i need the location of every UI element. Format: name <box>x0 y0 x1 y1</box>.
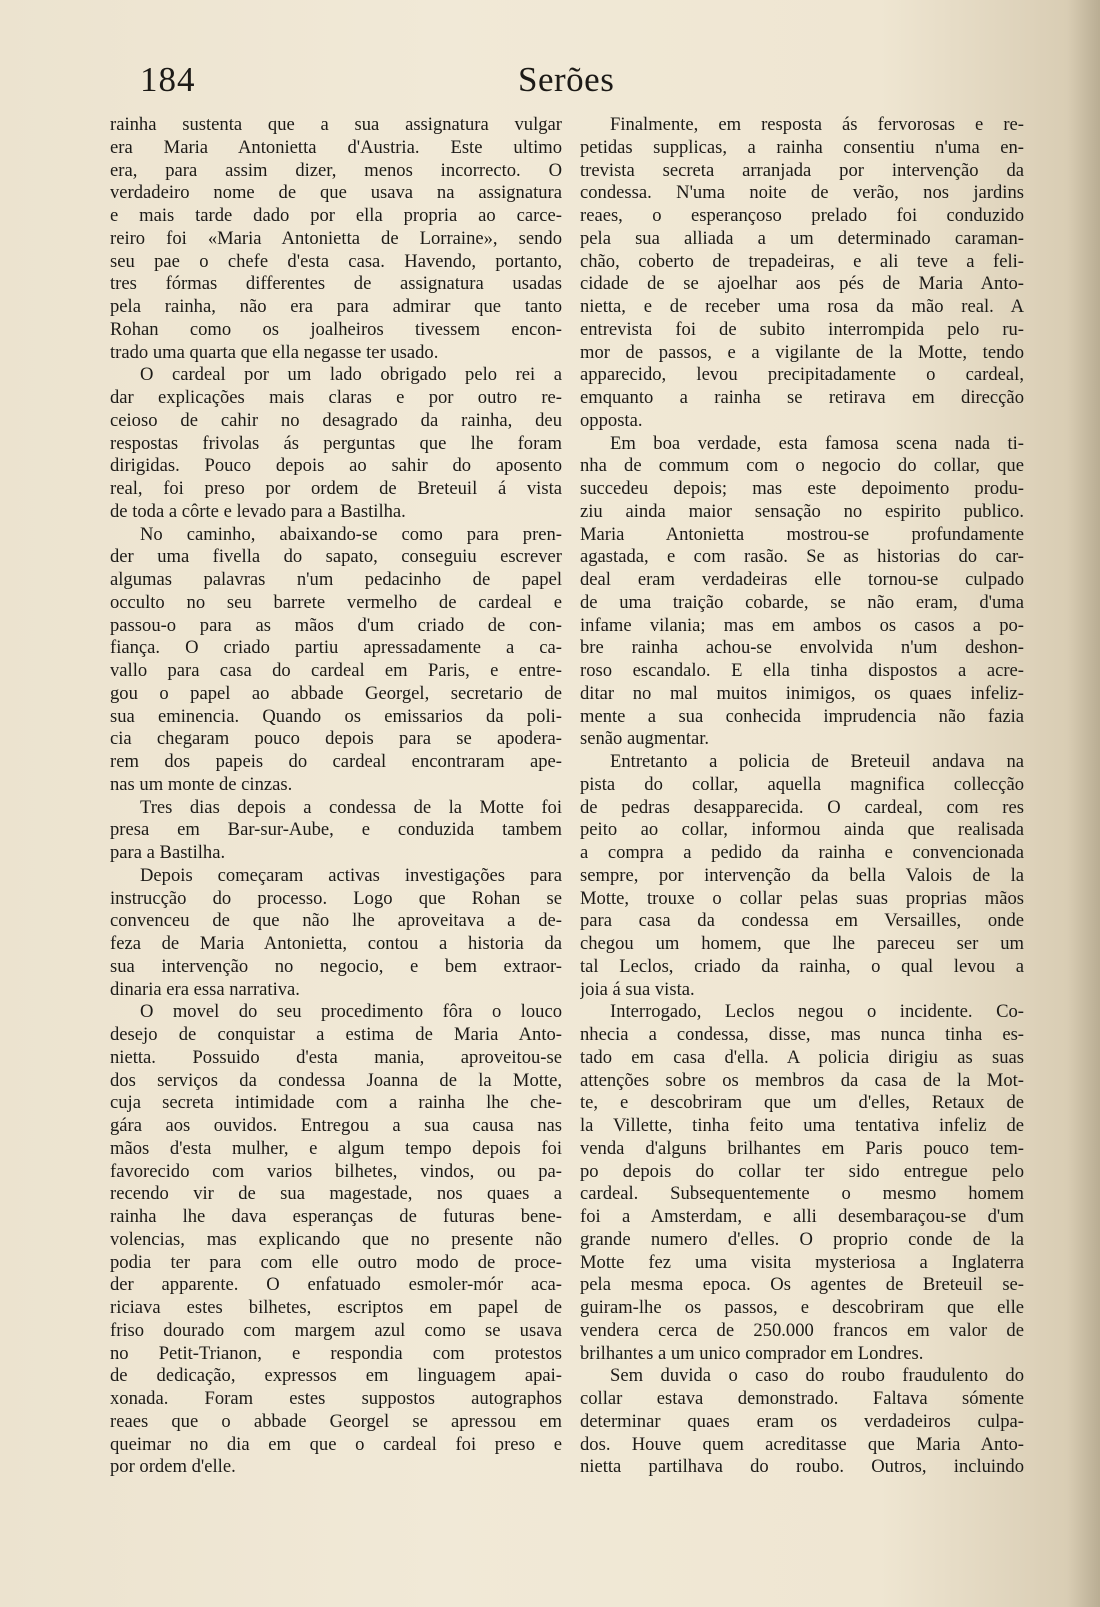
text-column-right <box>580 114 1024 1479</box>
text-line: nas um monte de cinzas. <box>110 773 293 795</box>
text-line: nha de commum com o negocio do collar, que <box>580 455 1024 477</box>
text-line: foi a Amsterdam, e alli desembaraçou-se d'um <box>580 1206 1024 1227</box>
text-line: infame vilania; mas em ambos os casos a po- <box>580 614 1024 636</box>
text-line: Sem duvida o caso do roubo fraudulento do <box>610 1365 1024 1387</box>
text-line: tado em casa d'ella. A policia dirigiu as suas <box>580 1046 1024 1068</box>
text-line: venda d'alguns brilhantes em Paris pouco tem- <box>580 1137 1024 1159</box>
text-line: determinar quaes eram os verdadeiros culpa- <box>580 1410 1024 1432</box>
text-line: rem dos papeis do cardeal encontraram ape- <box>110 751 562 772</box>
text-line: Entretanto a policia de Breteuil andava na <box>610 751 1024 772</box>
text-line: algumas palavras n'um pedacinho de papel <box>110 569 562 590</box>
text-line: verdadeiro nome de que usava na assignatura <box>110 182 562 204</box>
text-line: der uma fivella do sapato, conseguiu escrever <box>110 546 562 568</box>
text-line: fiança. O criado partiu apressadamente a ca- <box>110 637 562 659</box>
text-line: te, e descobriram que um d'elles, Retaux de <box>580 1092 1024 1114</box>
text-line: opposta. <box>580 409 643 431</box>
text-line: rainha lhe dava esperanças de futuras bene- <box>110 1206 562 1227</box>
text-line: tal Leclos, criado da rainha, o qual levou a <box>580 955 1024 977</box>
text-line: de dedicação, expressos em linguagem apai- <box>110 1365 562 1387</box>
text-line: gou o papel ao abbade Georgel, secretario de <box>110 682 562 704</box>
text-line: gára aos ouvidos. Entregou a sua causa nas <box>110 1115 562 1136</box>
text-line: Motte fez uma visita mysteriosa a Inglaterra <box>580 1251 1024 1273</box>
text-line: reaes, o esperançoso prelado foi conduzido <box>580 205 1024 226</box>
text-line: la Villette, tinha feito uma tentativa infeliz de <box>580 1115 1024 1136</box>
text-line: senão augmentar. <box>580 728 710 750</box>
text-line: Finalmente, em resposta ás fervorosas e re- <box>610 114 1024 135</box>
text-line: cardeal. Subsequentemente o mesmo homem <box>580 1183 1024 1205</box>
page-number: 184 <box>140 60 196 99</box>
text-line: era, para assim dizer, menos incorrecto. O <box>110 159 562 181</box>
text-line: feza de Maria Antonietta, contou a historia da <box>110 933 562 954</box>
text-line: guiram-lhe os passos, e descobriram que elle <box>580 1297 1024 1318</box>
text-line: nietta. Possuido d'esta mania, aproveitou-se <box>110 1046 562 1068</box>
text-line: sua intervenção no negocio, e bem extraor- <box>110 955 562 977</box>
text-line: ditar no mal muitos inimigos, os quaes infeliz- <box>580 682 1024 704</box>
text-line: no Petit-Trianon, e respondia com protestos <box>110 1342 562 1364</box>
text-line: condessa. N'uma noite de verão, nos jardins <box>580 182 1024 204</box>
text-line: reaes que o abbade Georgel se apressou em <box>110 1410 562 1432</box>
text-line: dos. Houve quem acreditasse que Maria Anto- <box>580 1433 1024 1455</box>
text-line: chegou um homem, que lhe pareceu ser um <box>580 933 1024 954</box>
page-header <box>140 60 1020 106</box>
text-line: emquanto a rainha se retirava em direcção <box>580 387 1024 408</box>
text-line: sempre, por intervenção da bella Valois de la <box>580 864 1024 886</box>
text-line: joia á sua vista. <box>580 978 695 1000</box>
text-line: petidas supplicas, a rainha consentiu n'uma en- <box>580 136 1024 158</box>
text-line: recendo vir de sua magestade, nos quaes a <box>110 1183 562 1205</box>
text-line: mãos d'esta mulher, e algum tempo depois foi <box>110 1137 562 1159</box>
text-line: cuja secreta intimidade com a rainha lhe che- <box>110 1092 562 1114</box>
text-line: real, foi preso por ordem de Breteuil á vista <box>110 478 562 499</box>
text-line: O movel do seu procedimento fôra o louco <box>140 1001 562 1023</box>
text-line: tres fórmas differentes de assignatura usadas <box>110 273 562 295</box>
text-line: de toda a côrte e levado para a Bastilha. <box>110 500 406 522</box>
text-line: podia ter para com elle outro modo de proce- <box>110 1251 562 1273</box>
text-line: collar estava demonstrado. Faltava sómente <box>580 1388 1024 1409</box>
text-line: po depois do collar ter sido entregue pelo <box>580 1160 1024 1182</box>
text-line: para casa da condessa em Versailles, onde <box>580 910 1024 932</box>
text-line: deal eram verdadeiras elle tornou-se culpado <box>580 569 1024 590</box>
text-line: pela mesma epoca. Os agentes de Breteuil se- <box>580 1274 1024 1296</box>
text-line: No caminho, abaixando-se como para pren- <box>140 523 562 545</box>
text-line: succedeu depois; mas este depoimento produ- <box>580 478 1024 499</box>
text-line: respostas frivolas ás perguntas que lhe foram <box>110 432 562 454</box>
text-line: de uma traição cobarde, se não eram, d'uma <box>580 591 1024 613</box>
text-line: pela rainha, não era para admirar que tanto <box>110 296 562 317</box>
text-line: passou-o para as mãos d'um criado de con- <box>110 614 562 636</box>
text-line: O cardeal por um lado obrigado pelo rei a <box>140 364 562 386</box>
text-line: para a Bastilha. <box>110 842 226 863</box>
text-line: a compra a pedido da rainha e convencionada <box>580 842 1024 863</box>
text-line: volencias, mas explicando que no presente não <box>110 1228 562 1250</box>
text-line: rainha sustenta que a sua assignatura vulgar <box>110 114 562 135</box>
text-line: trado uma quarta que ella negasse ter usado. <box>110 341 439 363</box>
text-line: friso dourado com margem azul como se usava <box>110 1319 562 1341</box>
text-line: nietta partilhava do roubo. Outros, incluindo <box>580 1456 1024 1478</box>
text-line: vendera cerca de 250.000 francos em valor de <box>580 1319 1024 1341</box>
running-title: Serões <box>518 60 615 99</box>
text-line: nietta, e de receber uma rosa da mão real. A <box>580 296 1024 317</box>
text-line: pista do collar, aquella magnifica collecção <box>580 773 1024 795</box>
text-line: chão, coberto de trepadeiras, e ali teve a feli- <box>580 250 1024 272</box>
text-line: Tres dias depois a condessa de la Motte foi <box>140 796 562 818</box>
text-line: der apparente. O enfatuado esmoler-mór aca- <box>110 1274 562 1296</box>
text-line: sua eminencia. Quando os emissarios da poli- <box>110 705 562 727</box>
text-line: attenções sobre os membros da casa de la Mot- <box>580 1069 1024 1091</box>
text-line: dirigidas. Pouco depois ao sahir do aposento <box>110 455 562 477</box>
text-line: dos serviços da condessa Joanna de la Motte, <box>110 1069 562 1091</box>
text-line: Motte, trouxe o collar pelas suas proprias mãos <box>580 887 1024 909</box>
text-line: queimar no dia em que o cardeal foi preso e <box>110 1433 562 1455</box>
text-line: mente a sua conhecida imprudencia não fazia <box>580 705 1024 727</box>
text-line: reiro foi «Maria Antonietta de Lorraine», sendo <box>110 227 562 249</box>
text-line: convenceu de que não lhe aproveitava a de- <box>110 910 562 932</box>
text-line: desejo de conquistar a estima de Maria Anto- <box>110 1024 562 1045</box>
text-line: ceioso de cahir no desagrado da rainha, deu <box>110 409 562 431</box>
text-line: presa em Bar-sur-Aube, e conduzida tambem <box>110 819 562 841</box>
text-line: cia chegaram pouco depois para se apodera- <box>110 728 562 750</box>
text-line: ziu ainda maior sensação no espirito publico. <box>580 500 1024 522</box>
text-line: riciava estes bilhetes, escriptos em papel de <box>110 1297 562 1318</box>
text-line: Interrogado, Leclos negou o incidente. Co- <box>610 1001 1024 1023</box>
text-line: Rohan como os joalheiros tivessem encon- <box>110 318 562 340</box>
text-line: e mais tarde dado por ella propria ao carce- <box>110 205 562 226</box>
text-line: pela sua alliada a um determinado caraman- <box>580 227 1024 249</box>
text-line: dinaria era essa narrativa. <box>110 978 300 1000</box>
text-line: apparecido, levou precipitadamente o cardeal, <box>580 364 1024 386</box>
text-line: xonada. Foram estes suppostos autographos <box>110 1388 562 1409</box>
text-line: favorecido com varios bilhetes, vindos, ou pa- <box>110 1160 562 1182</box>
text-line: brilhantes a um unico comprador em Londres. <box>580 1342 924 1364</box>
text-line: dar explicações mais claras e por outro re- <box>110 387 562 408</box>
text-line: agastada, e com rasão. Se as historias do car- <box>580 546 1024 568</box>
text-line: era Maria Antonietta d'Austria. Este ultimo <box>110 136 562 158</box>
text-line: instrucção do processo. Logo que Rohan se <box>110 887 562 909</box>
text-line: roso escandalo. E ella tinha dispostos a acre- <box>580 660 1024 681</box>
text-line: bre rainha achou-se envolvida n'um deshon- <box>580 637 1024 659</box>
text-line: Em boa verdade, esta famosa scena nada ti- <box>610 432 1024 454</box>
text-line: vallo para casa do cardeal em Paris, e entre- <box>110 660 562 681</box>
text-column-left <box>110 114 562 1479</box>
text-line: por ordem d'elle. <box>110 1456 236 1478</box>
text-line: entrevista foi de subito interrompida pelo ru- <box>580 318 1024 340</box>
text-line: grande numero d'elles. O proprio conde de la <box>580 1228 1024 1250</box>
text-line: Maria Antonietta mostrou-se profundamente <box>580 523 1024 545</box>
text-line: Depois começaram activas investigações para <box>140 864 562 886</box>
text-line: nhecia a condessa, disse, mas nunca tinha es- <box>580 1024 1024 1045</box>
text-line: occulto no seu barrete vermelho de cardeal e <box>110 591 562 613</box>
text-line: de pedras desapparecida. O cardeal, com res <box>580 796 1024 818</box>
text-line: mor de passos, e a vigilante de la Motte, tendo <box>580 341 1024 363</box>
text-line: trevista secreta arranjada por intervenção da <box>580 159 1024 181</box>
text-line: peito ao collar, informou ainda que realisada <box>580 819 1024 841</box>
text-line: cidade de se ajoelhar aos pés de Maria Anto- <box>580 273 1024 295</box>
text-line: seu pae o chefe d'esta casa. Havendo, portanto, <box>110 250 562 272</box>
